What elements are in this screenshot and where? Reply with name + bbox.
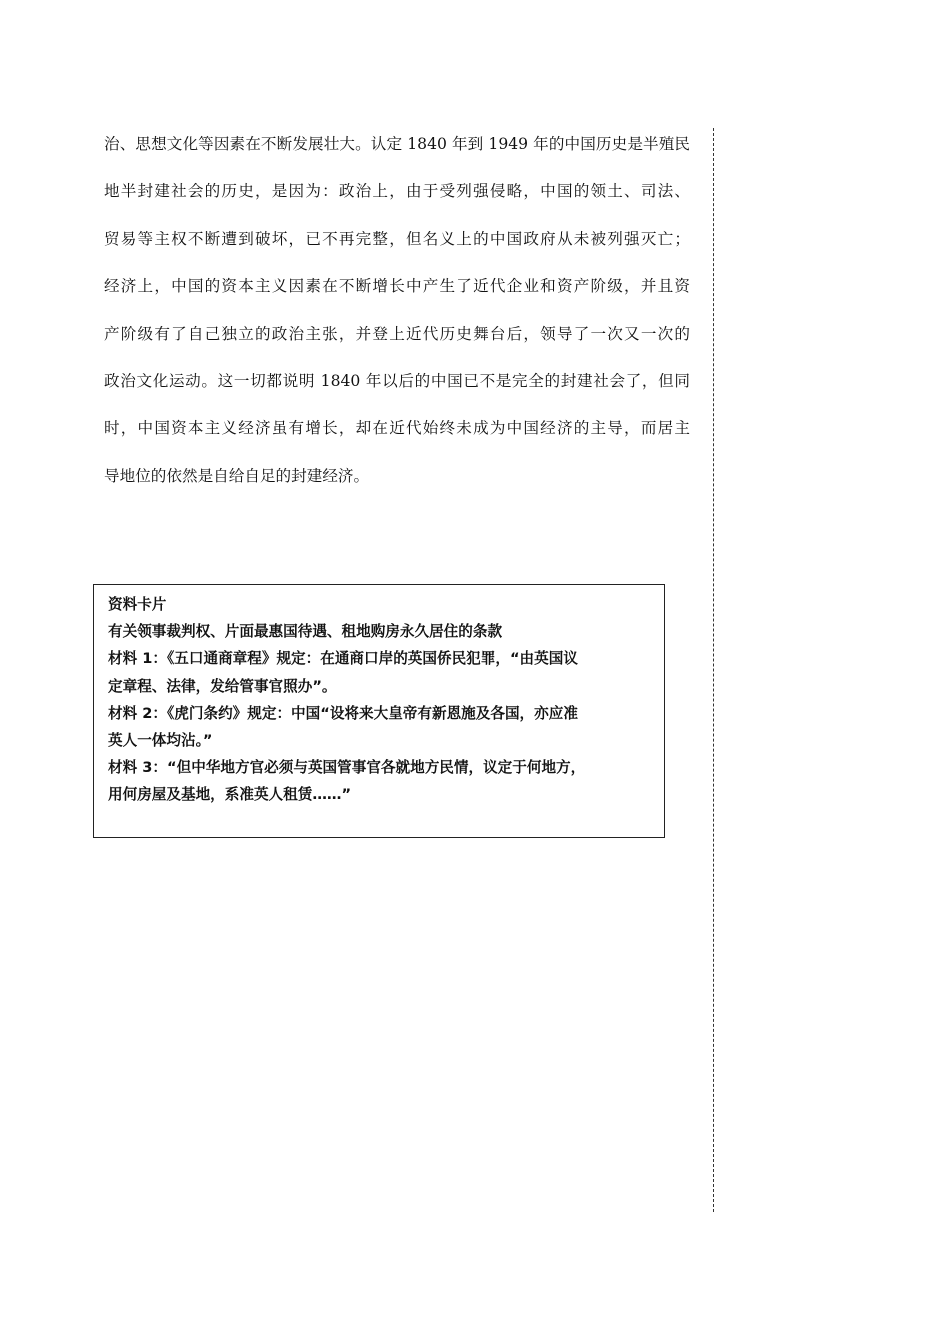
- paragraph-line-2: 地半封建社会的历史，是因为：政治上，由于受列强侵略，中国的领土、司法、: [104, 182, 690, 201]
- paragraph-line-4: 经济上，中国的资本主义因素在不断增长中产生了近代企业和资产阶级，并且资: [104, 277, 690, 296]
- paragraph-line-8: 导地位的依然是自给自足的封建经济。: [104, 466, 370, 485]
- body-paragraph: [104, 128, 690, 507]
- dashed-cut-line: [713, 128, 714, 1212]
- paragraph-line-6: 政治文化运动。这一切都说明 1840 年以后的中国已不是完全的封建社会了，但同: [104, 371, 690, 390]
- material-2-line-1: 材料 2：《虎门条约》规定：中国“设将来大皇帝有新恩施及各国，亦应准: [108, 704, 578, 722]
- material-2-line-2: 英人一体均沾。”: [108, 731, 213, 749]
- paragraph-line-1: 治、思想文化等因素在不断发展壮大。认定 1840 年到 1949 年的中国历史是半殖民: [104, 135, 690, 153]
- card-title: 资料卡片: [108, 596, 167, 613]
- material-3-line-1: 材料 3：“但中华地方官必须与英国管事官各就地方民情，议定于何地方，: [108, 759, 586, 777]
- paragraph-line-7: 时，中国资本主义经济虽有增长，却在近代始终未成为中国经济的主导，而居主: [104, 419, 690, 438]
- material-1-line-1: 材料 1：《五口通商章程》规定：在通商口岸的英国侨民犯罪，“由英国议: [108, 650, 578, 668]
- paragraph-line-5: 产阶级有了自己独立的政治主张，并登上近代历史舞台后，领导了一次又一次的: [104, 324, 690, 343]
- paragraph-line-3: 贸易等主权不断遭到破坏，已不再完整，但名义上的中国政府从未被列强灭亡；: [104, 229, 690, 248]
- card-subtitle: 有关领事裁判权、片面最惠国待遇、租地购房永久居住的条款: [108, 623, 503, 641]
- info-card: [93, 584, 665, 838]
- material-3-line-2: 用何房屋及基地，系准英人租赁……”: [108, 786, 352, 804]
- material-1-line-2: 定章程、法律，发给管事官照办”。: [108, 677, 337, 695]
